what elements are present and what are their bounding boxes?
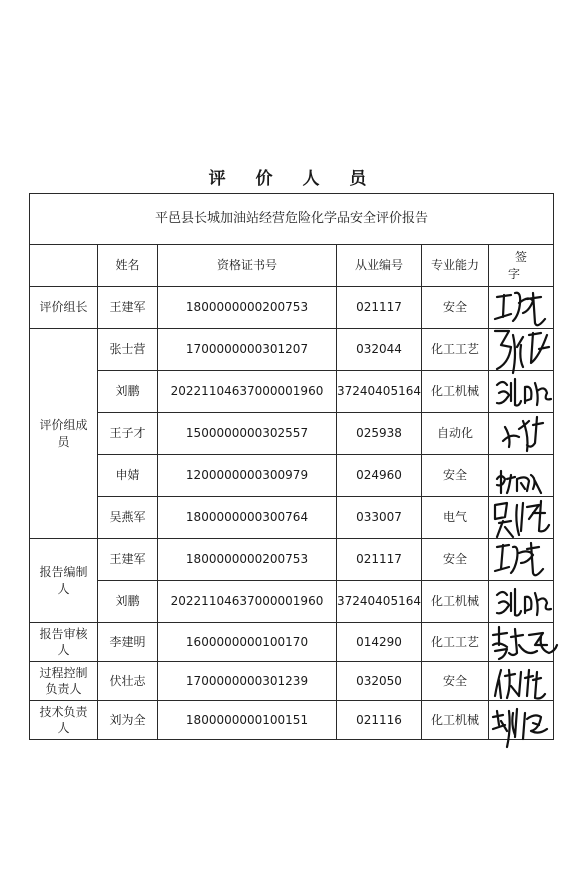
- role-members: 评价组成员: [30, 329, 98, 539]
- cert-cell: 1800000000200753: [158, 539, 337, 581]
- reg-cell: 025938: [337, 413, 422, 455]
- name-cell: 王建军: [98, 539, 158, 581]
- name-cell: 刘为全: [98, 701, 158, 740]
- reg-cell: 014290: [337, 623, 422, 662]
- ability-cell: 化工机械: [422, 701, 489, 740]
- report-title: 平邑县长城加油站经营危险化学品安全评价报告: [30, 194, 554, 245]
- table-row: [30, 413, 554, 455]
- table-row: [30, 329, 554, 371]
- role-process-owner: 过程控制负责人: [30, 662, 98, 701]
- name-cell: 王建军: [98, 287, 158, 329]
- ability-cell: 安全: [422, 287, 489, 329]
- page-title: 评 价 人 员: [208, 169, 379, 189]
- table-row: [30, 287, 554, 329]
- header-name: 姓名: [98, 245, 158, 287]
- ability-cell: 电气: [422, 497, 489, 539]
- name-cell: 伏壮志: [98, 662, 158, 701]
- cert-cell: 1800000000100151: [158, 701, 337, 740]
- cert-cell: 1800000000200753: [158, 287, 337, 329]
- reg-cell: 021117: [337, 287, 422, 329]
- signature-image: [489, 695, 557, 757]
- table-row: [30, 371, 554, 413]
- ability-cell: 安全: [422, 539, 489, 581]
- table-row: [30, 701, 554, 740]
- header-reg: 从业编号: [337, 245, 422, 287]
- ability-cell: 化工机械: [422, 371, 489, 413]
- table-header-row: [30, 245, 554, 287]
- reg-cell: 021116: [337, 701, 422, 740]
- reg-cell: 032050: [337, 662, 422, 701]
- reg-cell: 024960: [337, 455, 422, 497]
- table-row: [30, 581, 554, 623]
- table-row: [30, 497, 554, 539]
- reg-cell: 032044: [337, 329, 422, 371]
- cert-cell: 1800000000300764: [158, 497, 337, 539]
- cert-cell: 20221104637000001960: [158, 371, 337, 413]
- name-cell: 刘鹏: [98, 371, 158, 413]
- name-cell: 张士营: [98, 329, 158, 371]
- ability-cell: 化工工艺: [422, 329, 489, 371]
- role-reviewer: 报告审核人: [30, 623, 98, 662]
- cert-cell: 1600000000100170: [158, 623, 337, 662]
- role-leader: 评价组长: [30, 287, 98, 329]
- role-editor: 报告编制人: [30, 539, 98, 623]
- reg-cell: 37240405164: [337, 371, 422, 413]
- table-row: [30, 662, 554, 701]
- name-cell: 吴燕军: [98, 497, 158, 539]
- table-row: [30, 539, 554, 581]
- ability-cell: 安全: [422, 662, 489, 701]
- header-ability: 专业能力: [422, 245, 489, 287]
- name-cell: 李建明: [98, 623, 158, 662]
- ability-cell: 安全: [422, 455, 489, 497]
- cert-cell: 1500000000302557: [158, 413, 337, 455]
- header-cert: 资格证书号: [158, 245, 337, 287]
- reg-cell: 37240405164: [337, 581, 422, 623]
- cert-cell: 20221104637000001960: [158, 581, 337, 623]
- header-signature: 签 字: [489, 245, 554, 287]
- name-cell: 王子才: [98, 413, 158, 455]
- evaluator-table: [29, 193, 554, 740]
- cert-cell: 1200000000300979: [158, 455, 337, 497]
- reg-cell: 021117: [337, 539, 422, 581]
- table-row: [30, 623, 554, 662]
- cert-cell: 1700000000301239: [158, 662, 337, 701]
- ability-cell: 化工机械: [422, 581, 489, 623]
- ability-cell: 自动化: [422, 413, 489, 455]
- cert-cell: 1700000000301207: [158, 329, 337, 371]
- signature-cell: [489, 701, 554, 740]
- table-row: [30, 455, 554, 497]
- ability-cell: 化工工艺: [422, 623, 489, 662]
- name-cell: 申婧: [98, 455, 158, 497]
- header-role: [30, 245, 98, 287]
- reg-cell: 033007: [337, 497, 422, 539]
- name-cell: 刘鹏: [98, 581, 158, 623]
- role-tech-owner: 技术负责人: [30, 701, 98, 740]
